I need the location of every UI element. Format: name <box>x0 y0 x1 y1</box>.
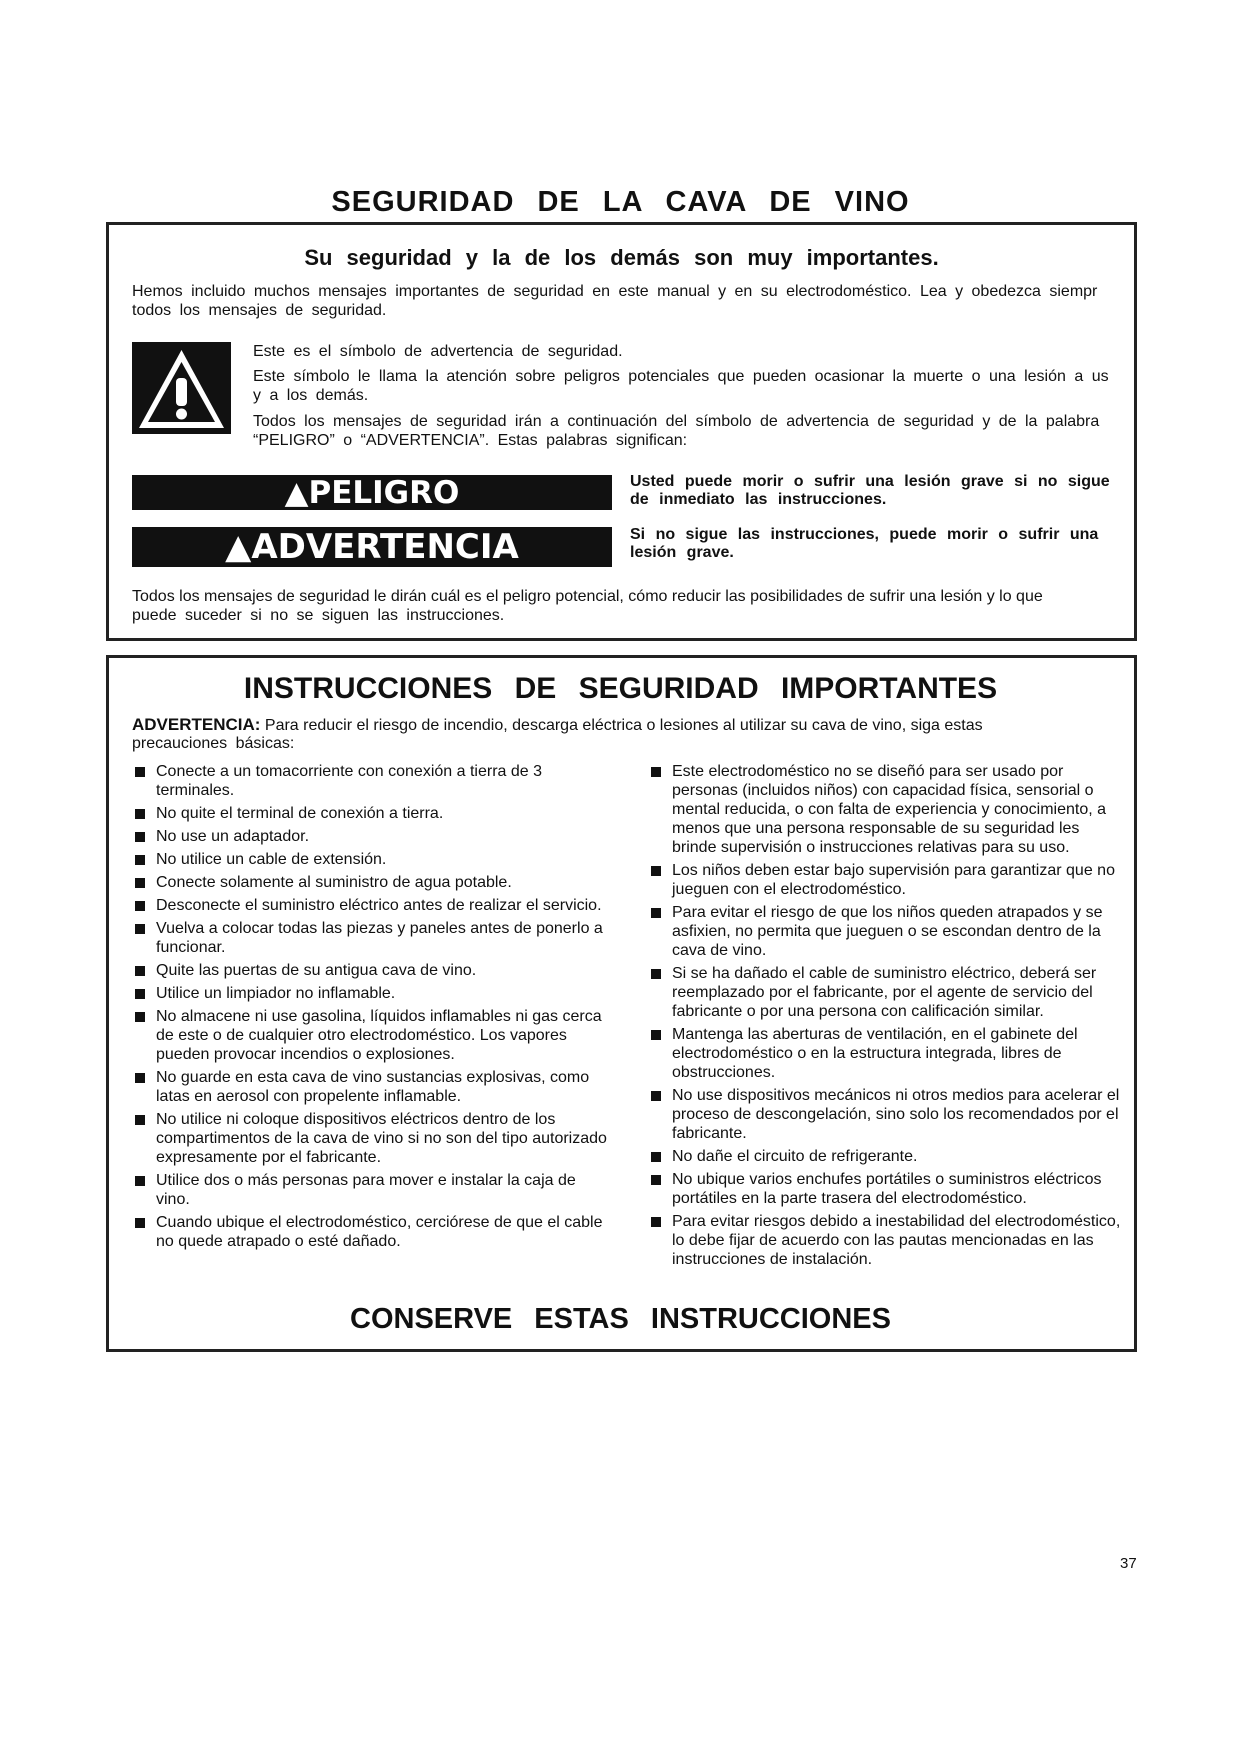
list-item: No ubique varios enchufes portátiles o suministros eléctricos portátiles en la parte trasera del electrodoméstico. <box>648 1170 1123 1208</box>
list-item: Para evitar el riesgo de que los niños queden atrapados y se asfixien, no permita que jueguen o se escondan dentro de la cava de vino. <box>648 903 1123 960</box>
list-item: No utilice ni coloque dispositivos eléctricos dentro de los compartimentos de la cava de vino si no son del tipo autorizado expresamente por el fabricante. <box>132 1110 612 1167</box>
list-item: Si se ha dañado el cable de suministro eléctrico, deberá ser reemplazado por el fabricante, por el agente de servicio del fabricante o por una persona con calificación similar. <box>648 964 1123 1021</box>
list-item: Este electrodoméstico no se diseñó para ser usado por personas (incluidos niños) con capacidad física, sensorial o mental reducida, o con falta de experiencia y conocimiento, a menos que una persona responsable de su seguridad les brinde supervisión o instrucciones relativas para su uso. <box>648 762 1123 857</box>
list-item: Cuando ubique el electrodoméstico, cerciórese de que el cable no quede atrapado o esté dañado. <box>132 1213 612 1251</box>
alert-triangle-icon: ▲ <box>284 475 309 511</box>
safety-subtitle: Su seguridad y la de los demás son muy importantes. <box>304 245 939 270</box>
intro-line-1: Hemos incluido muchos mensajes importantes de seguridad en este manual y en su electrodoméstico. Lea y obedezca siempr <box>132 283 1098 300</box>
page-number: 37 <box>1120 1555 1137 1572</box>
warning-paragraph-line-2: precauciones básicas: <box>132 735 295 752</box>
list-item: Los niños deben estar bajo supervisión para garantizar que no jueguen con el electrodoméstico. <box>648 861 1123 899</box>
alert-triangle-icon: ▲ <box>225 527 252 567</box>
list-item: No guarde en esta cava de vino sustancias explosivas, como latas en aerosol con propelente inflamable. <box>132 1068 612 1106</box>
list-item: No almacene ni use gasolina, líquidos inflamables ni gas cerca de este o de cualquier otro electrodoméstico. Los vapores pueden provocar incendios o explosiones. <box>132 1007 612 1064</box>
danger-signal-word <box>132 475 612 510</box>
symbol-line-2b: y a los demás. <box>253 387 369 404</box>
warning-paragraph <box>132 715 983 735</box>
list-item: Para evitar riesgos debido a inestabilidad del electrodoméstico, lo debe fijar de acuerdo con las pautas mencionadas en las instrucciones de instalación. <box>648 1212 1123 1269</box>
danger-text-2: de inmediato las instrucciones. <box>630 491 887 508</box>
list-item: Utilice un limpiador no inflamable. <box>132 984 612 1003</box>
list-item: No quite el terminal de conexión a tierra. <box>132 804 612 823</box>
symbol-line-2a: Este símbolo le llama la atención sobre peligros potenciales que pueden ocasionar la muerte o una lesión a us <box>253 368 1109 385</box>
warning-paragraph-text: Para reducir el riesgo de incendio, descarga eléctrica o lesiones al utilizar su cava de vino, siga estas <box>260 717 983 734</box>
right-precautions-list <box>648 762 1123 1273</box>
list-item: No use un adaptador. <box>132 827 612 846</box>
warning-label-inline: ADVERTENCIA: <box>132 715 261 734</box>
symbol-line-3b: “PELIGRO” o “ADVERTENCIA”. Estas palabras significan: <box>253 432 688 449</box>
list-item: Mantenga las aberturas de ventilación, en el gabinete del electrodoméstico o en la estructura integrada, libres de obstrucciones. <box>648 1025 1123 1082</box>
list-item: No use dispositivos mecánicos ni otros medios para acelerar el proceso de descongelación, sino solo los recomendados por el fabricante. <box>648 1086 1123 1143</box>
warning-signal-word <box>132 527 612 567</box>
list-item: No dañe el circuito de refrigerante. <box>648 1147 1123 1166</box>
warning-label: ADVERTENCIA <box>251 527 519 567</box>
list-item: Conecte a un tomacorriente con conexión a tierra de 3 terminales. <box>132 762 612 800</box>
page-title: SEGURIDAD DE LA CAVA DE VINO <box>331 186 910 218</box>
symbol-line-1: Este es el símbolo de advertencia de seguridad. <box>253 343 623 360</box>
closing-line-1: Todos los mensajes de seguridad le dirán cuál es el peligro potencial, cómo reducir las posibilidades de sufrir una lesión y lo que <box>132 588 1043 605</box>
list-item: Quite las puertas de su antigua cava de vino. <box>132 961 612 980</box>
symbol-line-3a: Todos los mensajes de seguridad irán a continuación del símbolo de advertencia de seguridad y de la palabra <box>253 413 1100 430</box>
warning-triangle-icon <box>132 342 231 434</box>
list-item: No utilice un cable de extensión. <box>132 850 612 869</box>
list-item: Utilice dos o más personas para mover e instalar la caja de vino. <box>132 1171 612 1209</box>
list-item: Conecte solamente al suministro de agua potable. <box>132 873 612 892</box>
left-precautions-list <box>132 762 612 1255</box>
closing-line-2: puede suceder si no se siguen las instrucciones. <box>132 607 505 624</box>
warning-text-2: lesión grave. <box>630 544 734 561</box>
warning-text-1: Si no sigue las instrucciones, puede morir o sufrir una <box>630 526 1099 543</box>
danger-text-1: Usted puede morir o sufrir una lesión grave si no sigue <box>630 473 1110 490</box>
instructions-title: INSTRUCCIONES DE SEGURIDAD IMPORTANTES <box>243 672 998 705</box>
intro-line-2: todos los mensajes de seguridad. <box>132 302 387 319</box>
conserve-title: CONSERVE ESTAS INSTRUCCIONES <box>350 1303 891 1335</box>
danger-label: PELIGRO <box>308 475 460 511</box>
list-item: Vuelva a colocar todas las piezas y paneles antes de ponerlo a funcionar. <box>132 919 612 957</box>
list-item: Desconecte el suministro eléctrico antes de realizar el servicio. <box>132 896 612 915</box>
